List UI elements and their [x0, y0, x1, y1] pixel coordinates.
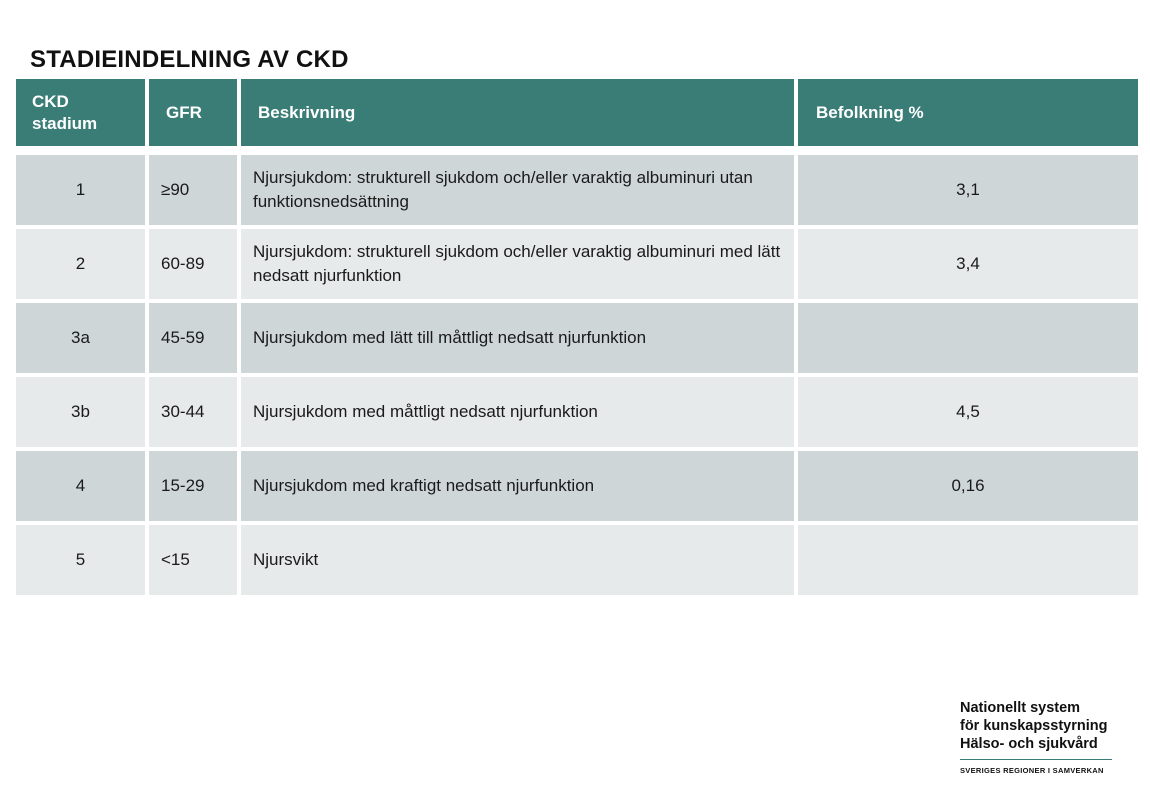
cell-stage: 3b — [16, 377, 145, 447]
cell-stage: 4 — [16, 451, 145, 521]
cell-description: Njursvikt — [241, 525, 794, 595]
column-header-description-label: Beskrivning — [258, 102, 356, 122]
column-header-description — [241, 79, 794, 146]
column-header-gfr-label: GFR — [166, 102, 202, 122]
cell-description: Njursjukdom: strukturell sjukdom och/eller varaktig albuminuri med lätt nedsatt njurfunktion — [241, 229, 794, 299]
cell-stage: 2 — [16, 229, 145, 299]
cell-population: 4,5 — [798, 377, 1138, 447]
cell-population — [798, 525, 1138, 595]
cell-gfr: <15 — [149, 525, 237, 595]
cell-description: Njursjukdom: strukturell sjukdom och/eller varaktig albuminuri utan funktionsnedsättning — [241, 155, 794, 225]
column-header-population-label: Befolkning % — [816, 102, 924, 122]
cell-stage: 1 — [16, 155, 145, 225]
cell-gfr: 15-29 — [149, 451, 237, 521]
column-header-population — [798, 79, 1138, 146]
cell-population: 3,1 — [798, 155, 1138, 225]
table-row — [16, 525, 1138, 595]
cell-description: Njursjukdom med lätt till måttligt nedsatt njurfunktion — [241, 303, 794, 373]
logo-divider — [960, 759, 1112, 760]
column-header-stage — [16, 79, 145, 146]
cell-stage: 5 — [16, 525, 145, 595]
page-title: STADIEINDELNING AV CKD — [30, 46, 349, 73]
cell-stage: 3a — [16, 303, 145, 373]
cell-description: Njursjukdom med måttligt nedsatt njurfunktion — [241, 377, 794, 447]
table-row — [16, 303, 1138, 373]
cell-gfr: 45-59 — [149, 303, 237, 373]
ckd-stage-table — [16, 79, 1138, 599]
cell-population — [798, 303, 1138, 373]
cell-gfr: ≥90 — [149, 155, 237, 225]
table-row — [16, 377, 1138, 447]
column-header-gfr — [149, 79, 237, 146]
table-row — [16, 451, 1138, 521]
table-row — [16, 155, 1138, 225]
table-row — [16, 229, 1138, 299]
organization-logo — [960, 699, 1120, 775]
cell-gfr: 30-44 — [149, 377, 237, 447]
cell-description: Njursjukdom med kraftigt nedsatt njurfunktion — [241, 451, 794, 521]
logo-line-3: Hälso- och sjukvård — [960, 736, 1098, 752]
cell-population: 3,4 — [798, 229, 1138, 299]
cell-population: 0,16 — [798, 451, 1138, 521]
cell-gfr: 60-89 — [149, 229, 237, 299]
logo-subtitle: SVERIGES REGIONER I SAMVERKAN — [960, 766, 1104, 775]
logo-line-1: Nationellt system — [960, 700, 1081, 716]
table-header-row — [16, 79, 1138, 146]
logo-line-2: för kunskapsstyrning — [960, 718, 1108, 734]
column-header-stage-label: CKD stadium — [32, 91, 98, 133]
